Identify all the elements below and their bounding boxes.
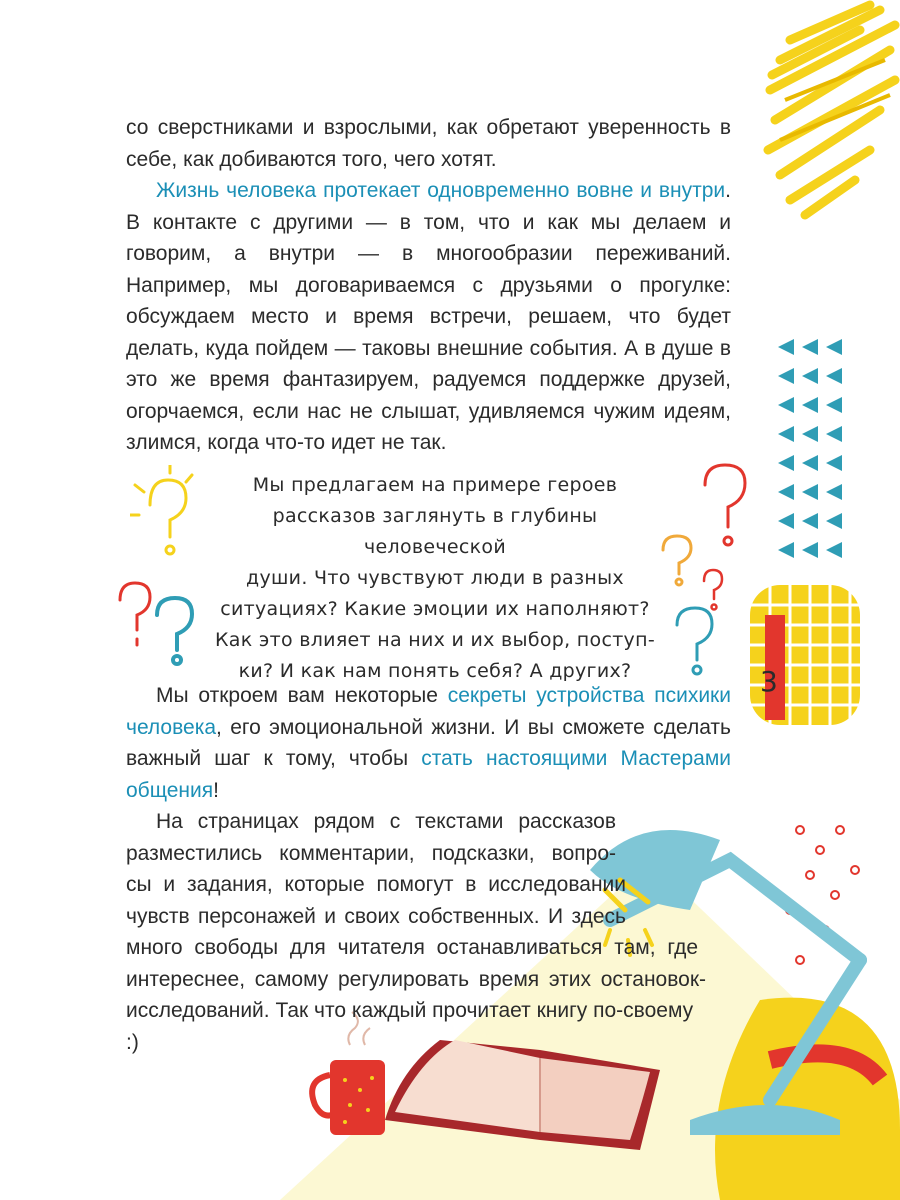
triangle-mark: [778, 368, 794, 384]
triangle-mark: [802, 513, 818, 529]
triangle-mark: [826, 484, 842, 500]
question-mark-yellow-icon: [130, 465, 200, 565]
paragraph-4-line: исследований. Так что каждый прочитает книгу по-своему :): [126, 999, 694, 1054]
quote-line: Мы предлагаем на примере героев: [252, 474, 618, 496]
paragraph-2-text: . В контакте с другими — в том, что и как мы делаем и говорим, а внутри — в многообразии переживаний. Например, мы договариваемся с друзьями о прогулке: обсуждаем место и время встречи, решаем, что будет делать, куда пойдем — таковы внешние события. А в душе в это же время фантазируем, радуемся поддержке друзей, огорчаемся, если нас не слышат, удивляемся чужим идеям, злимся, когда что-то идет не так.: [126, 179, 731, 454]
quote-line: ки? И как нам понять себя? А других?: [238, 660, 632, 682]
quote-line: Как это влияет на них и их выбор, поступ-: [215, 629, 655, 651]
handwritten-quote: [200, 470, 670, 687]
triangle-mark: [826, 426, 842, 442]
triangle-mark: [778, 426, 794, 442]
question-mark-blue-icon: [145, 590, 205, 670]
triangle-mark: [826, 513, 842, 529]
paragraph-3-text: Мы откроем вам некоторые: [156, 684, 448, 707]
highlight-psyche-secrets: секреты устройства психики человека: [126, 684, 731, 739]
paragraph-4-line: много свободы для читателя останавливаться там, где: [126, 936, 698, 959]
triangle-mark: [826, 339, 842, 355]
paragraph-3-text: , его эмоциональной жизни. И вы сможете сделать важный шаг к тому, чтобы: [126, 715, 731, 770]
paragraph-4-line: разместились комментарии, подсказки, вопро-: [126, 841, 616, 865]
paragraph-4-line: чувств персонажей и своих собственных. И здесь: [126, 904, 626, 928]
paragraph-1: со сверстниками и взрослыми, как обретают уверенность в себе, как добиваются того, чего хотят.: [126, 116, 731, 171]
paragraph-4-line: сы и задания, которые помогут в исследовании: [126, 873, 626, 896]
paragraph-2: [126, 175, 731, 459]
question-mark-red-small-icon: [698, 565, 728, 615]
triangle-mark: [802, 542, 818, 558]
yellow-grid-decoration: [740, 575, 860, 735]
triangle-mark: [778, 339, 794, 355]
question-mark-red-large-icon: [690, 455, 760, 555]
page-number: 3: [760, 665, 778, 698]
yellow-scribble-decoration: [760, 0, 900, 230]
paragraph-4-line: На страницах рядом с текстами рассказов: [156, 810, 616, 833]
triangle-pattern-decoration: [770, 335, 850, 575]
triangle-mark: [778, 542, 794, 558]
triangle-mark: [826, 397, 842, 413]
triangle-mark: [826, 542, 842, 558]
triangle-mark: [802, 339, 818, 355]
triangle-mark: [802, 368, 818, 384]
triangle-mark: [778, 455, 794, 471]
triangle-mark: [826, 455, 842, 471]
paragraph-4-line: интереснее, самому регулировать время этих остановок-: [126, 967, 706, 991]
highlight-inner-outer-life: Жизнь человека протекает одновременно вовне и внутри: [156, 179, 726, 202]
triangle-mark: [778, 484, 794, 500]
paragraph-4: [126, 806, 711, 1058]
highlight-masters-of-communication: стать настоящими Мастерами общения: [126, 747, 731, 802]
triangle-mark: [802, 397, 818, 413]
triangle-mark: [778, 397, 794, 413]
quote-line: рассказов заглянуть в глубины человеческой: [272, 505, 598, 558]
triangle-mark: [778, 513, 794, 529]
paragraph-3: [126, 680, 731, 806]
triangle-mark: [802, 455, 818, 471]
quote-line: души. Что чувствуют люди в разных: [246, 567, 624, 589]
triangle-mark: [826, 368, 842, 384]
triangle-mark: [802, 484, 818, 500]
triangle-mark: [802, 426, 818, 442]
quote-line: ситуациях? Какие эмоции их наполняют?: [220, 598, 650, 620]
paragraph-3-text: !: [213, 778, 219, 802]
